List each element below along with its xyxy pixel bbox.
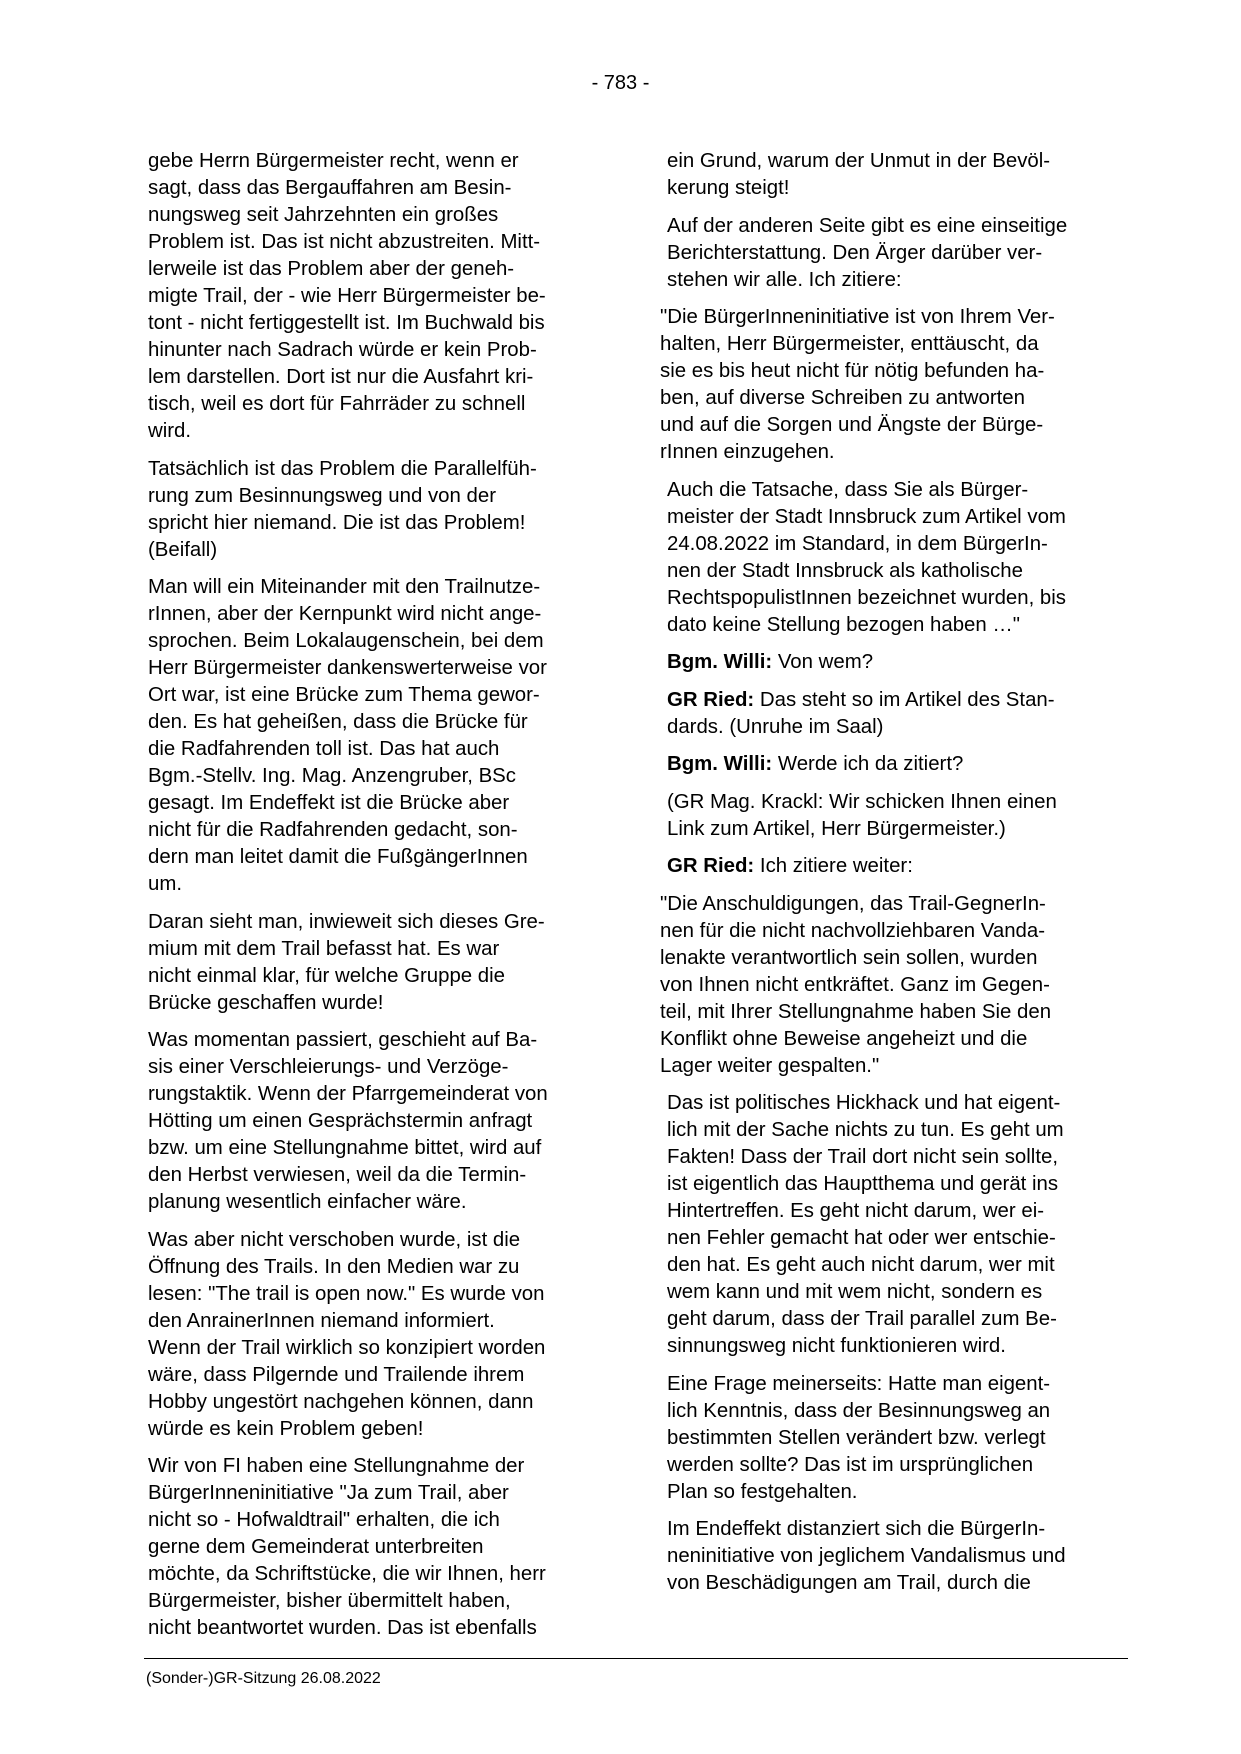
speech-line [667,649,1127,676]
left-column [148,148,600,1653]
speech-line [667,853,1127,880]
speech-text: Das steht so im Artikel des Stan- dards. (Unruhe im Saal) [667,688,1055,738]
paragraph: Daran sieht man, inwieweit sich dieses Gre- mium mit dem Trail befasst hat. Es war nicht einmal klar, für welche Gruppe die Brücke geschaffen wurde! [148,910,545,1014]
paragraph: Eine Frage meinerseits: Hatte man eigent- lich Kenntnis, dass der Besinnungsweg an bestimmten Stellen verändert bzw. verlegt werden sollte? Das ist im ursprünglichen Plan so festgehalten. [667,1372,1051,1503]
paragraph: (GR Mag. Krackl: Wir schicken Ihnen einen Link zum Artikel, Herr Bürgermeister.) [667,790,1057,840]
paragraph: Tatsächlich ist das Problem die Parallelfüh- rung zum Besinnungsweg und von der spricht hier niemand. Die ist das Problem! (Beifall) [148,457,537,561]
right-column [660,148,1127,1608]
footer-divider [144,1658,1128,1659]
quotation: "Die Anschuldigungen, das Trail-GegnerIn- nen für die nicht nachvollziehbaren Vanda- lenakte verantwortlich sein sollen, wurden von Ihnen nicht entkräftet. Ganz im Gegen- teil, mit Ihrer Stellungnahme haben Sie den Konflikt ohne Beweise angeheizt und die Lager weiter gespalten." [660,892,1052,1077]
speaker-name: Bgm. Willi: [667,753,773,775]
speaker-name: GR Ried: [667,688,755,711]
paragraph: Auf der anderen Seite gibt es eine einseitige Berichterstattung. Den Ärger darüber ver- stehen wir alle. Ich zitiere: [667,214,1068,291]
paragraph: Man will ein Miteinander mit den Trailnutze- rInnen, aber der Kernpunkt wird nicht ange- sprochen. Beim Lokalaugenschein, bei dem Herr Bürgermeister dankenswerterweise vor Ort war, ist eine Brücke zum Thema gewor- den. Es hat geheißen, dass die Brücke für die Radfahrenden toll ist. Das hat auch Bgm.-Stellv. Ing. Mag. Anzengruber, BSc gesagt. Im Endeffekt ist die Brücke aber nicht für die Radfahrenden gedacht, son- dern man leitet damit die FußgängerInnen um. [148,576,547,895]
quotation: "Die BürgerInneninitiative ist von Ihrem Ver- halten, Herr Bürgermeister, enttäuscht, da sie es bis heut nicht für nötig befunden ha- ben, auf diverse Schreiben zu antworten und auf die Sorgen und Ängste der Bürge- rInnen einzugehen. [660,306,1055,463]
paragraph: Wir von FI haben eine Stellungnahme der BürgerInneninitiative "Ja zum Trail, aber nicht so - Hofwaldtrail" erhalten, die ich gerne dem Gemeinderat unterbreiten möchte, da Schriftstücke, die wir Ihnen, herr Bürgermeister, bisher übermittelt haben, nicht beantwortet wurden. Das ist ebenfalls [148,1455,546,1639]
paragraph: Das ist politisches Hickhack und hat eigent- lich mit der Sache nichts zu tun. Es geht um Fakten! Dass der Trail dort nicht sein sollte, ist eigentlich das Hauptthema und gerät ins Hintertreffen. Es geht nicht darum, wer ei- nen Fehler gemacht hat oder wer entschie- den hat. Es geht auch nicht darum, wer mit wem kann und mit wem nicht, sondern es geht darum, dass der Trail parallel zum Be- sinnungsweg nicht funktionieren wird. [667,1092,1064,1357]
paragraph: Im Endeffekt distanziert sich die BürgerIn- neninitiative von jeglichem Vandalismus und von Beschädigungen am Trail, durch die [667,1518,1066,1594]
paragraph: Was aber nicht verschoben wurde, ist die Öffnung des Trails. In den Medien war zu lesen: "The trail is open now." Es wurde von den AnrainerInnen niemand informiert. Wenn der Trail wirklich so konzipiert worden wäre, dass Pilgernde und Trailende ihrem Hobby ungestört nachgehen können, dann würde es kein Problem geben! [148,1228,546,1440]
speech-text: Ich zitiere weiter: [754,855,913,877]
speaker-name: GR Ried: [667,855,755,877]
speech-line [667,687,1127,741]
speech-text: Werde ich da zitiert? [772,753,964,775]
page-number: - 783 - [591,72,650,94]
paragraph: Auch die Tatsache, dass Sie als Bürger- meister der Stadt Innsbruck zum Artikel vom 24.08.2022 im Standard, in dem BürgerIn- nen der Stadt Innsbruck als katholische RechtspopulistInnen bezeichnet wurden, bis dato keine Stellung bezogen haben …" [667,478,1067,636]
speech-line [667,751,1127,778]
paragraph: Was momentan passiert, geschieht auf Ba- sis einer Verschleierungs- und Verzöge- rungstaktik. Wenn der Pfarrgemeinderat von Hötting um einen Gesprächstermin anfragt bzw. um eine Stellungnahme bittet, wird auf den Herbst verwiesen, weil da die Termin- planung wesentlich einfacher wäre. [148,1029,548,1213]
speech-text: Von wem? [772,651,874,673]
speaker-name: Bgm. Willi: [667,651,773,673]
footer-text: (Sonder-)GR-Sitzung 26.08.2022 [146,1670,381,1687]
paragraph: ein Grund, warum der Unmut in der Bevöl- kerung steigt! [667,150,1051,199]
paragraph: gebe Herrn Bürgermeister recht, wenn er sagt, dass das Bergauffahren am Besin- nungsweg seit Jahrzehnten ein großes Problem ist. Das ist nicht abzustreiten. Mitt- lerweile ist das Problem aber der geneh- migte Trail, der - wie Herr Bürgermeister be- tont - nicht fertiggestellt ist. Im Buchwald bis hinunter nach Sadrach würde er kein Prob- lem darstellen. Dort ist nur die Ausfahrt kri- tisch, weil es dort für Fahrräder zu schnell wird. [148,150,546,442]
